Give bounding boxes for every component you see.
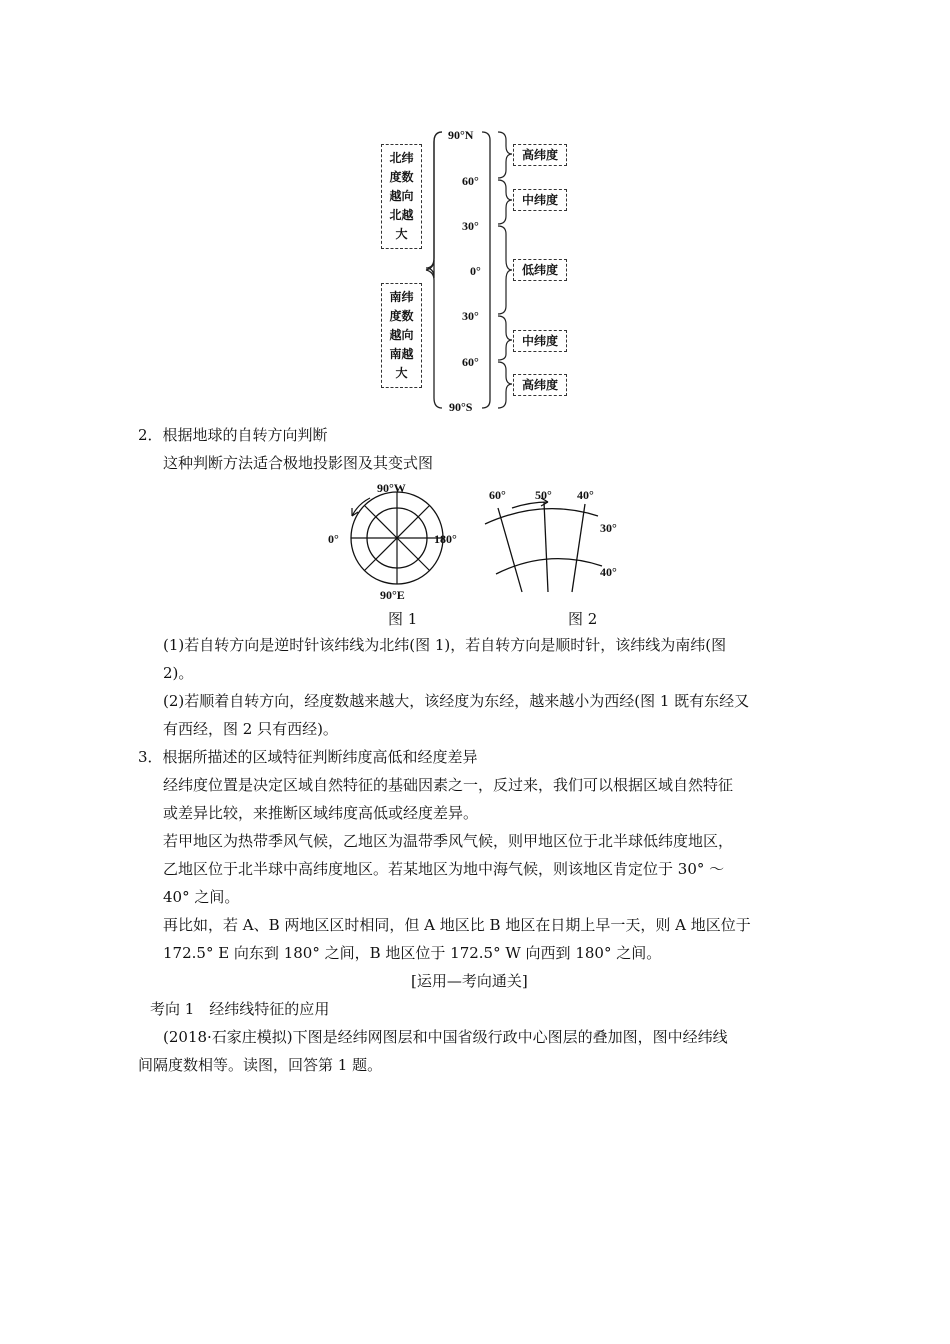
tick-30n: 30° — [462, 219, 479, 233]
zone-mid-south: 中纬度 — [513, 330, 567, 352]
north-box-line: 北纬 — [389, 151, 414, 165]
tick-30s: 30° — [462, 309, 479, 323]
fig1-bottom-label: 90°E — [380, 588, 405, 602]
fig2-lat-40: 40° — [600, 565, 617, 579]
tick-60s: 60° — [462, 355, 479, 369]
rotation-arrow-icon — [352, 498, 370, 516]
section3-para1-line2: 或差异比较，来推断区域纬度高低或经度差异。 — [163, 804, 479, 822]
fig1-caption: 图 1 — [388, 610, 418, 628]
zone-high-south: 高纬度 — [513, 374, 567, 396]
tick-0: 0° — [470, 264, 481, 278]
section3-heading: 3．根据所描述的区域特征判断纬度高低和经度差异 — [138, 748, 478, 766]
north-box-line: 大 — [395, 227, 408, 241]
fig2-caption: 图 2 — [568, 610, 598, 628]
north-box-line: 越向 — [389, 189, 414, 203]
tick-90n: 90°N — [448, 128, 474, 142]
south-box-line: 度数 — [389, 309, 414, 323]
practice-title: [运用—考向通关] — [411, 972, 528, 990]
question-line1: (2018·石家庄模拟)下图是经纬网图层和中国省级行政中心图层的叠加图，图中经纬线 — [163, 1028, 728, 1046]
south-latitude-box — [381, 283, 422, 388]
fig2-lon-60: 60° — [489, 488, 506, 502]
section3-para1-line1: 经纬度位置是决定区域自然特征的基础因素之一，反过来，我们可以根据区域自然特征 — [163, 776, 734, 794]
south-box-line: 大 — [395, 366, 408, 380]
south-brace — [426, 270, 442, 408]
zone-low: 低纬度 — [513, 259, 567, 281]
zone-high-north: 高纬度 — [513, 144, 567, 166]
section2-p1-line1: (1)若自转方向是逆时针该纬线为北纬(图 1)，若自转方向是顺时针，该纬线为南纬(图 — [163, 636, 727, 654]
north-box-line: 度数 — [389, 170, 414, 184]
tick-60n: 60° — [462, 174, 479, 188]
fig2-lon-50: 50° — [535, 488, 552, 502]
fig2-lat-30: 30° — [600, 521, 617, 535]
section2-p2-line1: (2)若顺着自转方向，经度数越来越大，该经度为东经，越来越小为西经(图 1 既有东经又 — [163, 692, 750, 710]
south-box-line: 南纬 — [389, 290, 414, 304]
section3-para3-line2: 172.5° E 向东到 180° 之间，B 地区位于 172.5° W 向西到 180° 之间。 — [163, 944, 662, 962]
practice-direction: 考向 1 经纬线特征的应用 — [150, 1000, 330, 1018]
section3-para2-line3: 40° 之间。 — [163, 888, 240, 906]
north-latitude-box — [381, 144, 422, 249]
zone-mid-north: 中纬度 — [513, 189, 567, 211]
fig1-left-label: 0° — [328, 532, 339, 546]
question-line2: 间隔度数相等。读图，回答第 1 题。 — [138, 1056, 383, 1074]
fig1-right-label: 180° — [434, 532, 457, 546]
fig2-lon-40: 40° — [577, 488, 594, 502]
section2-p1-line2: 2)。 — [163, 664, 194, 682]
tick-90s: 90°S — [449, 400, 473, 414]
south-box-line: 越向 — [389, 328, 414, 342]
section2-heading: 2．根据地球的自转方向判断 — [138, 426, 328, 444]
section2-p2-line2: 有西经，图 2 只有西经)。 — [163, 720, 338, 738]
scale-bracket — [482, 132, 490, 408]
section3-para3-line1: 再比如，若 A、B 两地区区时相同，但 A 地区比 B 地区在日期上早一天，则 A 地区位于 — [163, 916, 751, 934]
section3-para2-line2: 乙地区位于北半球中高纬度地区。若某地区为地中海气候，则该地区肯定位于 30° ～ — [163, 860, 725, 878]
north-box-line: 北越 — [389, 208, 414, 222]
south-box-line: 南越 — [389, 347, 414, 361]
fig1-top-label: 90°W — [377, 481, 406, 495]
section2-intro: 这种判断方法适合极地投影图及其变式图 — [163, 454, 434, 472]
section3-para2-line1: 若甲地区为热带季风气候，乙地区为温带季风气候，则甲地区位于北半球低纬度地区， — [163, 832, 734, 850]
